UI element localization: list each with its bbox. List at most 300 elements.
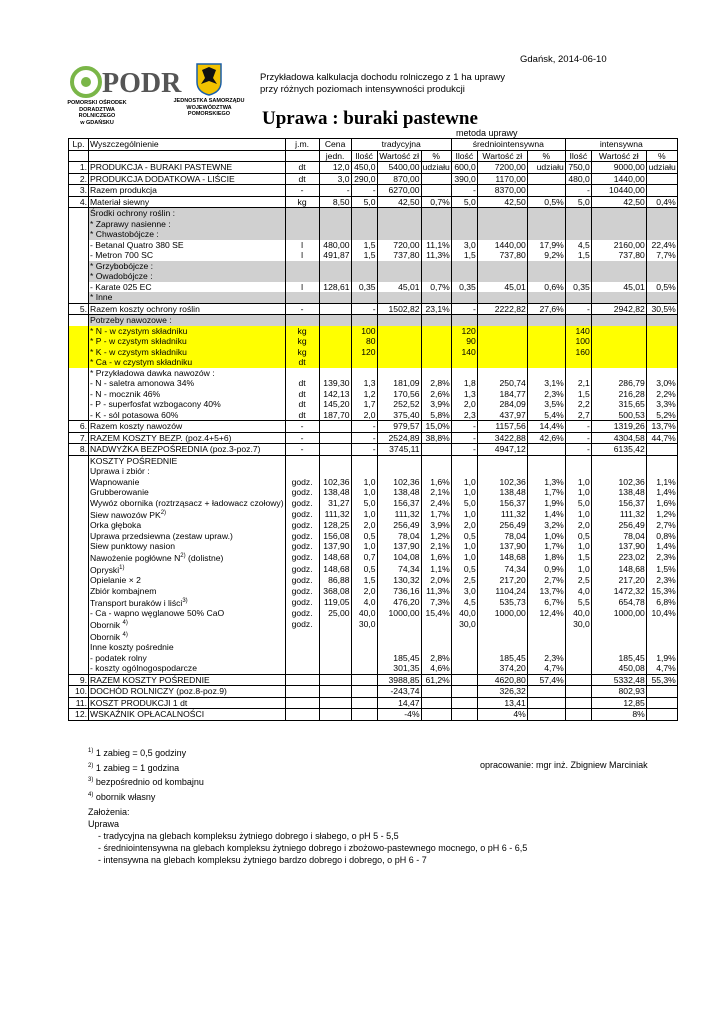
cell-p3: 5,2% — [646, 410, 677, 421]
cell-price — [319, 368, 351, 379]
cell-jm: dt — [285, 378, 319, 389]
cell-lp — [69, 399, 89, 410]
cell-p1 — [421, 208, 451, 219]
cell-v1: 138,48 — [377, 487, 421, 498]
assumptions — [88, 806, 527, 866]
footnote: $^{4)}$ obornik własny — [88, 791, 156, 802]
cell-v2 — [477, 368, 527, 379]
cell-q1: 1,5 — [351, 250, 377, 261]
table-row — [69, 541, 678, 552]
cell-v1 — [377, 271, 421, 282]
table-row — [69, 432, 678, 444]
cell-v2: 8370,00 — [477, 185, 527, 197]
cell-p2: 0,9% — [527, 563, 565, 575]
cell-v2: 45,01 — [477, 282, 527, 293]
cell-v3 — [591, 455, 646, 466]
cell-name: Obornik $^{4)}$ — [89, 618, 286, 630]
table-row — [69, 389, 678, 400]
cell-name: Zbiór kombajnem — [89, 586, 286, 597]
cell-lp: 12. — [69, 709, 89, 721]
cell-name: KOSZTY POŚREDNIE — [89, 455, 286, 466]
cell-p2: 0,5% — [527, 196, 565, 208]
cell-v3: 256,49 — [591, 520, 646, 531]
cell-v2: 156,37 — [477, 498, 527, 509]
cell-q2 — [451, 642, 477, 653]
cell-p1 — [421, 630, 451, 642]
cell-v3: 2942,82 — [591, 303, 646, 315]
cell-price: 137,90 — [319, 541, 351, 552]
cell-q3: 480,0 — [565, 173, 591, 185]
cell-p3: 0,5% — [646, 282, 677, 293]
cell-name: Materiał siewny — [89, 196, 286, 208]
cell-q1 — [351, 709, 377, 721]
cell-price: 368,08 — [319, 586, 351, 597]
cell-v1 — [377, 618, 421, 630]
table-row — [69, 196, 678, 208]
cell-price — [319, 336, 351, 347]
cell-p2: 1,7% — [527, 541, 565, 552]
cell-q1: 1,0 — [351, 508, 377, 520]
cell-jm: godz. — [285, 487, 319, 498]
cell-q2: 1,0 — [451, 551, 477, 563]
header-price: Cena — [319, 139, 351, 151]
cell-jm: godz. — [285, 520, 319, 531]
cell-p1: 61,2% — [421, 674, 451, 686]
cell-v2 — [477, 208, 527, 219]
cell-lp: 3. — [69, 185, 89, 197]
table-row — [69, 530, 678, 541]
cell-v1 — [377, 261, 421, 272]
cell-price: 187,70 — [319, 410, 351, 421]
table-row — [69, 368, 678, 379]
cell-p2 — [527, 347, 565, 358]
cell-q1: 5,0 — [351, 498, 377, 509]
cell-price: - — [319, 185, 351, 197]
cell-lp: 11. — [69, 697, 89, 709]
cell-v2: 185,45 — [477, 653, 527, 664]
cell-name: Wywóz obornika (roztrząsacz + ładowacz czołowy) — [90, 497, 284, 508]
cell-p2 — [527, 208, 565, 219]
cell-lp — [69, 530, 89, 541]
cell-lp — [69, 250, 89, 261]
cell-p1: 2,8% — [421, 653, 451, 664]
cell-price — [319, 208, 351, 219]
cell-p3: 2,3% — [646, 575, 677, 586]
cell-p2: 27,6% — [527, 303, 565, 315]
cell-jm: godz. — [285, 508, 319, 520]
cell-q3: 2,0 — [565, 520, 591, 531]
cell-lp — [69, 378, 89, 389]
cell-v2 — [477, 315, 527, 326]
cell-q3 — [565, 653, 591, 664]
header-ilosc: Ilość — [451, 150, 477, 162]
cell-jm: godz. — [285, 563, 319, 575]
table-row — [69, 653, 678, 664]
cell-lp: 1. — [69, 162, 89, 174]
cell-name: * P - w czystym składniku — [89, 336, 286, 347]
cell-q3 — [565, 466, 591, 477]
cell-v3: 216,28 — [591, 389, 646, 400]
cell-lp — [69, 326, 89, 337]
cell-v2 — [477, 292, 527, 303]
cell-v2 — [477, 326, 527, 337]
cell-q1 — [351, 697, 377, 709]
cell-v3: 12,85 — [591, 697, 646, 709]
table-row — [69, 261, 678, 272]
cell-price — [319, 303, 351, 315]
cell-price: 156,08 — [319, 530, 351, 541]
cell-p3 — [646, 219, 677, 230]
cell-p2 — [527, 630, 565, 642]
cell-price — [319, 444, 351, 456]
cell-v1: 102,36 — [377, 477, 421, 488]
cell-lp — [69, 455, 89, 466]
cell-v3: 1472,32 — [591, 586, 646, 597]
cell-name: - N - saletra amonowa 34% — [89, 378, 286, 389]
cell-p1: 11,3% — [421, 250, 451, 261]
cell-p2: 42,6% — [527, 432, 565, 444]
cell-v1: 42,50 — [377, 196, 421, 208]
cell-q1: - — [351, 303, 377, 315]
table-row — [69, 686, 678, 698]
cell-lp — [69, 541, 89, 552]
cell-v1: 181,09 — [377, 378, 421, 389]
cell-p1: 1,7% — [421, 508, 451, 520]
cell-v3: 737,80 — [591, 250, 646, 261]
cell-p3 — [646, 642, 677, 653]
cell-jm: godz. — [285, 618, 319, 630]
cell-jm: kg — [285, 196, 319, 208]
cell-v3: 9000,00 — [591, 162, 646, 174]
cell-q2: 390,0 — [451, 173, 477, 185]
cell-q2: 2,5 — [451, 575, 477, 586]
cell-p3: 10,4% — [646, 608, 677, 619]
cell-p2: 17,9% — [527, 240, 565, 251]
cell-v2: 2222,82 — [477, 303, 527, 315]
cell-v2: 148,68 — [477, 551, 527, 563]
cell-v3: 78,04 — [591, 530, 646, 541]
table-row — [69, 663, 678, 674]
table-row — [69, 162, 678, 174]
cell-v3: 156,37 — [591, 498, 646, 509]
cell-p2 — [527, 336, 565, 347]
cell-p2: 14,4% — [527, 421, 565, 433]
cell-p3 — [646, 315, 677, 326]
cell-jm: godz. — [285, 586, 319, 597]
cell-q2: 1,0 — [451, 508, 477, 520]
cell-v2 — [477, 618, 527, 630]
cell-q1 — [351, 208, 377, 219]
cell-p3: 0,8% — [646, 530, 677, 541]
cell-v2: 1104,24 — [477, 586, 527, 597]
cell-jm: godz. — [285, 498, 319, 509]
cell-q1 — [351, 357, 377, 368]
cell-q3: 2,1 — [565, 378, 591, 389]
cell-q3: 2,7 — [565, 410, 591, 421]
cell-v1 — [377, 336, 421, 347]
cell-price: 491,87 — [319, 250, 351, 261]
cell-price — [319, 421, 351, 433]
cell-jm: godz. — [285, 596, 319, 608]
cell-v2 — [477, 347, 527, 358]
cell-v2: 78,04 — [477, 530, 527, 541]
cell-q1: 2,0 — [351, 520, 377, 531]
cell-p3: 22,4% — [646, 240, 677, 251]
cell-q2: - — [451, 303, 477, 315]
cell-p3: 4,7% — [646, 663, 677, 674]
cell-q1 — [351, 630, 377, 642]
cell-v3: 4304,58 — [591, 432, 646, 444]
cell-q2 — [451, 229, 477, 240]
cell-v3 — [591, 466, 646, 477]
cell-v1: 375,40 — [377, 410, 421, 421]
cell-price — [319, 432, 351, 444]
table-row — [69, 674, 678, 686]
cell-q1: 0,35 — [351, 282, 377, 293]
cell-v2: 102,36 — [477, 477, 527, 488]
table-row — [69, 292, 678, 303]
cell-jm: dt — [285, 389, 319, 400]
cell-lp — [69, 271, 89, 282]
cell-q1: 100 — [351, 326, 377, 337]
cell-v3: 1440,00 — [591, 173, 646, 185]
cell-p1: udziału — [422, 162, 450, 173]
cell-jm: kg — [285, 347, 319, 358]
cell-jm: godz. — [285, 551, 319, 563]
cell-jm: l — [285, 240, 319, 251]
cell-jm — [285, 455, 319, 466]
cell-p1 — [421, 357, 451, 368]
table-row — [69, 315, 678, 326]
cell-name: * Chwastobójcze : — [89, 229, 286, 240]
cell-lp — [69, 653, 89, 664]
cell-q3: 140 — [565, 326, 591, 337]
voivodeship-caption: JEDNOSTKA SAMORZĄDU WOJEWÓDZTWA POMORSKIEGO — [173, 98, 245, 117]
assumption-item: - tradycyjna na glebach kompleksu żytniego dobrego i słabego, o pH 5 - 5,5 — [98, 831, 399, 841]
cell-jm: godz. — [285, 541, 319, 552]
table-row — [69, 455, 678, 466]
cell-name: NADWYŻKA BEZPOŚREDNIA (poz.3-poz.7) — [89, 444, 286, 456]
table-row — [69, 520, 678, 531]
cell-q1: 4,0 — [351, 596, 377, 608]
cell-q2: - — [451, 432, 477, 444]
cell-p3 — [646, 292, 677, 303]
cell-v1: 78,04 — [377, 530, 421, 541]
cell-name: * Przykładowa dawka nawozów : — [89, 368, 286, 379]
cell-v3: 45,01 — [591, 282, 646, 293]
cell-p1 — [421, 455, 451, 466]
cell-q2 — [451, 219, 477, 230]
cell-p3 — [646, 357, 677, 368]
cell-p2 — [527, 642, 565, 653]
cell-name: - Ca - wapno węglanowe 50% CaO — [89, 608, 286, 619]
cell-jm: - — [285, 185, 319, 197]
cell-jm — [285, 292, 319, 303]
header-wartosc: Wartość zł — [377, 150, 421, 162]
cell-q1 — [351, 642, 377, 653]
cell-v3: 2160,00 — [591, 240, 646, 251]
cell-p2: 1,4% — [527, 508, 565, 520]
cell-p1 — [421, 173, 451, 185]
cell-q1: 1,2 — [351, 389, 377, 400]
cell-p2: 6,7% — [527, 596, 565, 608]
cell-p1: 38,8% — [421, 432, 451, 444]
cell-v1 — [377, 455, 421, 466]
cell-p3: udziału — [646, 162, 677, 174]
cell-q1: 2,0 — [351, 410, 377, 421]
cell-lp — [69, 608, 89, 619]
cell-name: Razem koszty ochrony roślin — [89, 303, 286, 315]
cell-p3 — [646, 709, 677, 721]
cell-v1: 736,16 — [377, 586, 421, 597]
cell-name: DOCHÓD ROLNICZY (poz.8-poz.9) — [89, 686, 286, 698]
cell-v3: 5332,48 — [591, 674, 646, 686]
cell-name: * Inne — [89, 292, 286, 303]
cell-p2: 4,7% — [527, 663, 565, 674]
cell-jm — [285, 697, 319, 709]
cell-jm: kg — [285, 336, 319, 347]
cell-name: * K - w czystym składniku — [89, 347, 286, 358]
cell-p1 — [421, 697, 451, 709]
cell-p1: 2,4% — [421, 498, 451, 509]
cell-jm — [285, 208, 319, 219]
cell-p3: 1,9% — [646, 653, 677, 664]
cell-price — [319, 229, 351, 240]
cell-p2 — [527, 618, 565, 630]
cell-p1 — [421, 292, 451, 303]
cell-v1: 720,00 — [377, 240, 421, 251]
cell-price: 142,13 — [319, 389, 351, 400]
cell-p3 — [646, 185, 677, 197]
cell-p2: 5,4% — [527, 410, 565, 421]
header-int: intensywna — [565, 139, 677, 151]
cell-q2: 90 — [451, 336, 477, 347]
cell-v1: 104,08 — [377, 551, 421, 563]
cell-jm — [285, 653, 319, 664]
cell-lp — [69, 219, 89, 230]
cell-v1: 3988,85 — [377, 674, 421, 686]
cell-q2: 0,5 — [451, 530, 477, 541]
cell-name: - koszty ogólnogospodarcze — [89, 663, 286, 674]
cell-p3 — [646, 466, 677, 477]
cell-q2: 4,5 — [451, 596, 477, 608]
cell-q2: 1,5 — [451, 250, 477, 261]
cell-v1: 476,20 — [377, 596, 421, 608]
cell-p3: 1,1% — [646, 477, 677, 488]
cell-jm — [285, 271, 319, 282]
cell-name: * Ca - w czystym składniku — [89, 357, 286, 368]
cell-p2: 57,4% — [527, 674, 565, 686]
cell-p2 — [527, 261, 565, 272]
cell-lp — [69, 575, 89, 586]
table-row — [69, 697, 678, 709]
cell-v1: 170,56 — [377, 389, 421, 400]
cell-name: WSKAŹNIK OPŁACALNOŚCI — [89, 709, 286, 721]
cell-lp — [69, 368, 89, 379]
cell-v2 — [477, 229, 527, 240]
cell-p2: 0,6% — [527, 282, 565, 293]
cell-p1: 1,1% — [421, 563, 451, 575]
cell-jm: - — [285, 444, 319, 456]
table-row — [69, 466, 678, 477]
cell-q2: - — [451, 444, 477, 456]
cell-v2: 4620,80 — [477, 674, 527, 686]
table-row — [69, 596, 678, 608]
table-row — [69, 208, 678, 219]
table-row — [69, 399, 678, 410]
table-row — [69, 240, 678, 251]
assumption-item: - intensywna na glebach kompleksu żytniego bardzo dobrego i dobrego, o pH 6 - 7 — [98, 855, 427, 865]
footnote: $^{2)}$ 1 zabieg = 1 godzina — [88, 762, 180, 773]
cell-q3 — [565, 697, 591, 709]
cell-jm: - — [285, 303, 319, 315]
cell-v1: 979,57 — [377, 421, 421, 433]
cell-q1: 1,3 — [351, 378, 377, 389]
cell-q2: 140 — [451, 347, 477, 358]
cell-name: Opielanie × 2 — [89, 575, 286, 586]
cell-p1: 11,3% — [421, 586, 451, 597]
city-date: Gdańsk, 2014-06-10 — [520, 54, 607, 65]
table-row — [69, 173, 678, 185]
cell-v1 — [377, 219, 421, 230]
cell-v3: 223,02 — [591, 551, 646, 563]
cell-q1 — [351, 663, 377, 674]
cell-price — [319, 674, 351, 686]
cell-q1 — [351, 219, 377, 230]
cell-v3: 1000,00 — [591, 608, 646, 619]
cell-q1 — [351, 292, 377, 303]
cell-price — [319, 663, 351, 674]
cell-q2: 2,0 — [451, 399, 477, 410]
cell-q1 — [351, 271, 377, 282]
cell-lp — [69, 487, 89, 498]
cell-q1: 2,0 — [351, 586, 377, 597]
cell-name: Razem produkcja — [89, 185, 286, 197]
cell-q2: 0,5 — [451, 563, 477, 575]
cell-q1: 0,5 — [351, 563, 377, 575]
cell-name: Opryski$^{1)}$ — [89, 563, 286, 575]
cell-lp — [69, 466, 89, 477]
cell-p3 — [646, 697, 677, 709]
cell-p2: 2,3% — [527, 389, 565, 400]
cell-v2 — [477, 261, 527, 272]
cell-name: - Betanal Quatro 380 SE — [89, 240, 286, 251]
cell-v1: 252,52 — [377, 399, 421, 410]
cell-price: 102,36 — [319, 477, 351, 488]
table-row — [69, 357, 678, 368]
cell-jm — [285, 219, 319, 230]
cell-v3 — [591, 336, 646, 347]
cell-jm — [285, 686, 319, 698]
cell-p1: 11,1% — [421, 240, 451, 251]
table-row — [69, 229, 678, 240]
cell-v3 — [591, 368, 646, 379]
cell-lp — [69, 563, 89, 575]
cell-q2 — [451, 292, 477, 303]
cell-q1: 120 — [351, 347, 377, 358]
cell-price: 8,50 — [319, 196, 351, 208]
cell-p2 — [527, 229, 565, 240]
cell-v2: 7200,00 — [477, 162, 527, 174]
cell-v1: -4% — [377, 709, 421, 721]
cell-p1 — [421, 444, 451, 456]
cell-p2: udziału — [527, 162, 565, 174]
cell-p2 — [527, 444, 565, 456]
cell-price — [319, 697, 351, 709]
cell-p1 — [421, 686, 451, 698]
header-jm: j.m. — [285, 139, 319, 151]
cell-v1: 130,32 — [377, 575, 421, 586]
